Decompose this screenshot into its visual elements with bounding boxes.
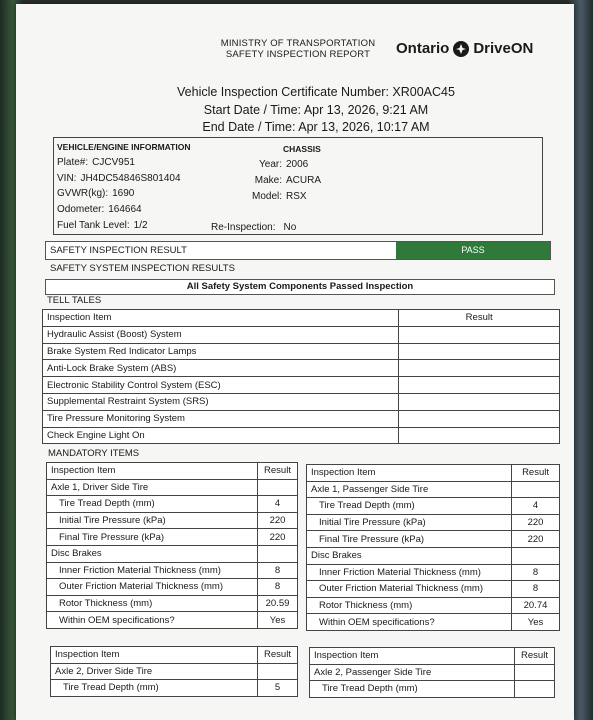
section-title: Disc Brakes: [47, 545, 258, 562]
make-value: ACURA: [286, 175, 322, 186]
col-result: Result: [515, 648, 555, 665]
table-row: [307, 597, 560, 614]
vin-label: VIN:: [57, 173, 77, 184]
row-label: Outer Friction Material Thickness (mm): [307, 581, 512, 598]
pass-badge: PASS: [396, 242, 550, 259]
trillium-icon: [453, 41, 469, 57]
row-value: 220: [512, 514, 560, 531]
row-value: 8: [512, 564, 560, 581]
make-row: [235, 175, 321, 186]
table-row: [47, 512, 298, 529]
tell-tale-item: Hydraulic Assist (Boost) System: [43, 326, 399, 343]
tell-tale-result: [399, 377, 560, 394]
col-result: Result: [512, 465, 560, 482]
mandatory-right2-table: [309, 647, 555, 698]
brand-word: Ontario: [396, 40, 450, 57]
table-row: [43, 410, 560, 427]
chassis-label: CHASSIS: [283, 144, 321, 154]
table-row: [47, 496, 298, 513]
ontario-driveon-logo: [396, 40, 533, 57]
table-row: [307, 498, 560, 515]
gvwr-row: [57, 188, 134, 199]
tell-tale-item: Supplemental Restraint System (SRS): [43, 393, 399, 410]
table-row: [47, 562, 298, 579]
inspection-report-page: [16, 4, 574, 720]
table-row: [47, 595, 298, 612]
row-value: 4: [258, 496, 298, 513]
col-inspection-item: Inspection Item: [51, 647, 258, 664]
table-row: [307, 581, 560, 598]
mandatory-items-heading: MANDATORY ITEMS: [48, 448, 140, 459]
axle-title: Axle 2, Passenger Side Tire: [310, 664, 515, 681]
row-value: Yes: [258, 612, 298, 629]
tell-tales-table: [42, 309, 560, 444]
tell-tale-result: [399, 343, 560, 360]
row-value: 220: [258, 529, 298, 546]
make-label: Make:: [254, 175, 282, 186]
tell-tale-item: Tire Pressure Monitoring System: [43, 410, 399, 427]
table-row: [307, 531, 560, 548]
row-label: Inner Friction Material Thickness (mm): [307, 564, 512, 581]
table-row: [43, 343, 560, 360]
axle-title: Axle 1, Passenger Side Tire: [307, 481, 512, 498]
certificate-block: [126, 84, 506, 137]
system-results-summary: All Safety System Components Passed Inspection: [45, 279, 555, 295]
row-value: 8: [258, 562, 298, 579]
reinspection-row: [211, 222, 296, 233]
table-row: [310, 681, 555, 698]
gvwr-value: 1690: [112, 188, 135, 199]
row-label: Rotor Thickness (mm): [307, 597, 512, 614]
row-label: Outer Friction Material Thickness (mm): [47, 579, 258, 596]
col-result: Result: [258, 463, 298, 480]
col-result: Result: [258, 647, 298, 664]
table-row: [43, 377, 560, 394]
tell-tales-heading: TELL TALES: [47, 295, 102, 306]
row-label: Tire Tread Depth (mm): [310, 681, 515, 698]
tell-tale-result: [399, 410, 560, 427]
col-inspection-item: Inspection Item: [310, 648, 515, 665]
year-row: [235, 159, 308, 170]
table-row: [307, 514, 560, 531]
safety-result-label: SAFETY INSPECTION RESULT: [50, 245, 187, 256]
vehicle-section-label: VEHICLE/ENGINE INFORMATION: [57, 142, 191, 152]
table-row: [51, 663, 298, 680]
tell-tale-result: [399, 393, 560, 410]
row-label: Within OEM specifications?: [307, 614, 512, 631]
odometer-row: [57, 204, 142, 215]
table-header-row: [51, 647, 298, 664]
row-label: Tire Tread Depth (mm): [47, 496, 258, 513]
row-value: 4: [512, 498, 560, 515]
row-value: 8: [258, 579, 298, 596]
start-datetime: Start Date / Time: Apr 13, 2026, 9:21 AM: [203, 102, 429, 117]
gvwr-label: GVWR(kg):: [57, 188, 109, 199]
ministry-name: MINISTRY OF TRANSPORTATION: [220, 38, 376, 49]
mandatory-right-table: [306, 464, 560, 631]
row-label: Final Tire Pressure (kPa): [47, 529, 258, 546]
row-label: Final Tire Pressure (kPa): [307, 531, 512, 548]
row-value: Yes: [512, 614, 560, 631]
system-results-heading: SAFETY SYSTEM INSPECTION RESULTS: [50, 263, 235, 274]
vin-row: [57, 173, 181, 184]
model-value: RSX: [286, 191, 307, 202]
safety-result-bar: [45, 241, 551, 260]
table-row: [310, 664, 555, 681]
table-row: [307, 564, 560, 581]
mandatory-left-table: [46, 462, 298, 629]
fuel-value: 1/2: [133, 220, 148, 231]
table-header-row: [47, 463, 298, 480]
row-value: 20.74: [512, 597, 560, 614]
mandatory-left2-table: [50, 646, 298, 697]
table-row: [47, 479, 298, 496]
vin-value: JH4DC54846S801404: [80, 173, 181, 184]
odometer-label: Odometer:: [57, 204, 105, 215]
table-row: [47, 579, 298, 596]
table-header-row: [307, 465, 560, 482]
col-result: Result: [399, 310, 560, 327]
report-name: SAFETY INSPECTION REPORT: [225, 49, 371, 60]
row-value: 20.59: [258, 595, 298, 612]
report-header: [218, 38, 378, 60]
brand-service: DriveON: [473, 40, 534, 57]
table-header-row: [310, 648, 555, 665]
end-datetime: End Date / Time: Apr 13, 2026, 10:17 AM: [202, 120, 430, 134]
table-header-row: [43, 310, 560, 327]
table-row: [43, 360, 560, 377]
plate-row: [57, 157, 135, 168]
col-inspection-item: Inspection Item: [307, 465, 512, 482]
tell-tale-item: Brake System Red Indicator Lamps: [43, 343, 399, 360]
row-label: Inner Friction Material Thickness (mm): [47, 562, 258, 579]
axle-title: Axle 2, Driver Side Tire: [51, 663, 258, 680]
table-row: [307, 481, 560, 498]
table-row: [307, 614, 560, 631]
tell-tale-item: Anti-Lock Brake System (ABS): [43, 360, 399, 377]
vehicle-info-box: [53, 137, 543, 235]
tell-tale-item: Electronic Stability Control System (ESC): [43, 377, 399, 394]
row-value: 220: [512, 531, 560, 548]
model-label: Model:: [251, 191, 282, 202]
tell-tale-item: Check Engine Light On: [43, 427, 399, 444]
table-row: [47, 529, 298, 546]
tell-tale-result: [399, 326, 560, 343]
table-row: [307, 547, 560, 564]
row-value: 220: [258, 512, 298, 529]
table-row: [47, 545, 298, 562]
row-label: Initial Tire Pressure (kPa): [47, 512, 258, 529]
tell-tale-result: [399, 360, 560, 377]
row-label: Within OEM specifications?: [47, 612, 258, 629]
axle-title: Axle 1, Driver Side Tire: [47, 479, 258, 496]
reinspection-label: Re-Inspection:: [211, 222, 276, 233]
row-value: [515, 681, 555, 698]
model-row: [235, 191, 307, 202]
row-value: 5: [258, 680, 298, 697]
table-row: [43, 393, 560, 410]
tell-tale-result: [399, 427, 560, 444]
fuel-row: [57, 220, 148, 231]
row-label: Tire Tread Depth (mm): [51, 680, 258, 697]
col-inspection-item: Inspection Item: [43, 310, 399, 327]
row-label: Rotor Thickness (mm): [47, 595, 258, 612]
row-label: Tire Tread Depth (mm): [307, 498, 512, 515]
reinspection-value: No: [283, 222, 297, 233]
section-title: Disc Brakes: [307, 547, 512, 564]
table-row: [43, 427, 560, 444]
plate-value: CJCV951: [92, 157, 135, 168]
plate-label: Plate#:: [57, 157, 89, 168]
fuel-label: Fuel Tank Level:: [57, 220, 130, 231]
col-inspection-item: Inspection Item: [47, 463, 258, 480]
row-value: 8: [512, 581, 560, 598]
certificate-number: Vehicle Inspection Certificate Number: XR00AC45: [177, 85, 455, 99]
row-label: Initial Tire Pressure (kPa): [307, 514, 512, 531]
year-value: 2006: [286, 159, 309, 170]
year-label: Year:: [259, 159, 282, 170]
table-row: [51, 680, 298, 697]
table-row: [47, 612, 298, 629]
table-row: [43, 326, 560, 343]
odometer-value: 164664: [108, 204, 142, 215]
